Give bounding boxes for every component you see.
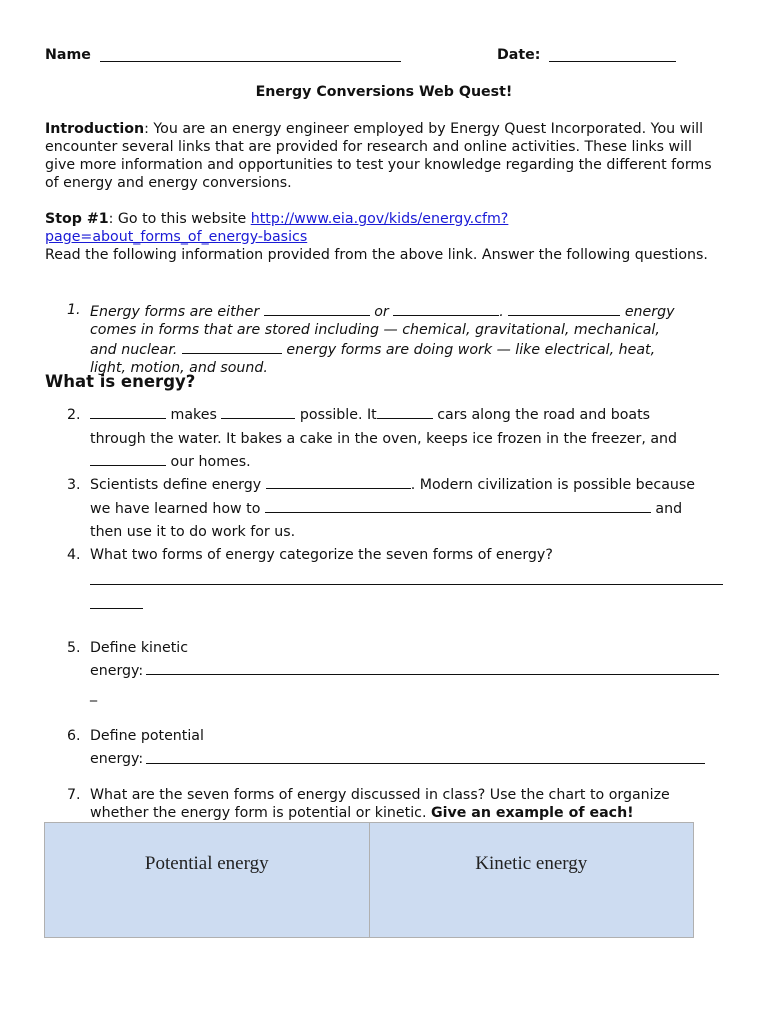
question-1 — [90, 301, 730, 377]
q4-answer-line-1[interactable] — [90, 570, 723, 585]
q2-text-1: makes — [166, 407, 222, 424]
q1-blank-1[interactable] — [264, 301, 370, 316]
q4-text: What two forms of energy categorize the seven forms of energy? — [90, 547, 553, 563]
q7-emphasis: Give an example of each! — [430, 805, 634, 821]
name-field[interactable] — [100, 47, 401, 62]
q2-blank-4[interactable] — [90, 451, 166, 466]
q1-text-5: and nuclear. — [90, 342, 182, 359]
q3-text-3: we have learned how to — [90, 500, 265, 517]
page-title: Energy Conversions Web Quest! — [255, 84, 513, 100]
stop1-link-line1: http://www.eia.gov/kids/energy.cfm? — [250, 211, 509, 227]
q1-line-4: light, motion, and sound. — [90, 360, 268, 377]
q5-number: 5. — [67, 640, 81, 656]
q6-number: 6. — [67, 728, 81, 744]
q3-number: 3. — [67, 477, 81, 493]
q1-blank-4[interactable] — [182, 339, 282, 354]
potential-energy-column[interactable] — [45, 823, 369, 937]
q1-text-6: energy forms are doing work — like electrical, heat, — [281, 342, 656, 359]
energy-chart-table — [44, 822, 694, 938]
stop1-label: Stop #1 — [45, 211, 109, 227]
kinetic-energy-header: Kinetic energy — [475, 853, 588, 874]
section-heading: What is energy? — [45, 372, 196, 391]
question-7 — [90, 786, 740, 822]
q6-answer-line[interactable] — [146, 749, 705, 764]
q1-text-2: or — [369, 304, 394, 321]
date-label: Date: — [497, 47, 541, 63]
question-3 — [90, 474, 735, 545]
q2-blank-1[interactable] — [90, 404, 166, 419]
q7-number: 7. — [67, 787, 81, 803]
q2-blank-2[interactable] — [221, 404, 295, 419]
q1-text-1: Energy forms are either — [90, 304, 264, 321]
q3-blank-1[interactable] — [266, 474, 411, 489]
q5-line-1: Define kinetic — [90, 640, 189, 656]
q7-line-1: What are the seven forms of energy discussed in class? Use the chart to organize — [90, 787, 670, 803]
q1-number: 1. — [67, 302, 81, 318]
q3-blank-2[interactable] — [265, 498, 651, 513]
stop1-paragraph — [45, 210, 735, 264]
q5-answer-line[interactable] — [146, 660, 719, 675]
q2-text-4: our homes. — [166, 454, 251, 471]
q1-blank-3[interactable] — [508, 301, 620, 316]
intro-text: : You are an energy engineer employed by Energy Quest Incorporated. You will encounter several links that are provided for research and online activities. These links will give more information and opportunities to test your knowledge regarding the different forms of energy and energy conversions. — [45, 121, 712, 191]
q1-text-4: energy — [620, 304, 675, 321]
kinetic-energy-column[interactable] — [369, 823, 694, 937]
q1-text-3: . — [499, 304, 509, 321]
stop1-instructions: Read the following information provided from the above link. Answer the following questions. — [45, 247, 708, 263]
q7-line-2: whether the energy form is potential or kinetic. — [90, 805, 431, 821]
q1-blank-2[interactable] — [393, 301, 499, 316]
q3-text-4: and — [650, 500, 683, 517]
q5-line-3: _ — [90, 686, 98, 702]
q1-line-2: comes in forms that are stored including — chemical, gravitational, mechanical, — [90, 322, 660, 339]
potential-energy-header: Potential energy — [144, 853, 269, 874]
date-field[interactable] — [549, 47, 676, 62]
q5-line-2: energy: — [90, 663, 144, 679]
intro-paragraph — [45, 120, 725, 192]
stop1-link-line2: page=about_forms_of_energy-basics — [45, 229, 308, 245]
q4-answer-line-2[interactable] — [90, 594, 143, 609]
q6-line-2: energy: — [90, 751, 144, 767]
q2-number: 2. — [67, 407, 81, 423]
q2-line-2: through the water. It bakes a cake in the oven, keeps ice frozen in the freezer, and — [90, 430, 678, 447]
q3-text-1: Scientists define energy — [90, 477, 266, 494]
q4-number: 4. — [67, 547, 81, 563]
question-2 — [90, 404, 730, 475]
q6-line-1: Define potential — [90, 728, 204, 744]
q2-text-3: cars along the road and boats — [432, 407, 651, 424]
q2-blank-3[interactable] — [377, 404, 433, 419]
intro-label: Introduction — [45, 121, 145, 137]
q3-text-2: . Modern civilization is possible because — [410, 477, 696, 494]
q3-line-3: then use it to do work for us. — [90, 524, 296, 541]
q2-text-2: possible. It — [295, 407, 377, 424]
stop1-text: : Go to this website — [108, 211, 251, 227]
name-label: Name — [45, 47, 91, 63]
